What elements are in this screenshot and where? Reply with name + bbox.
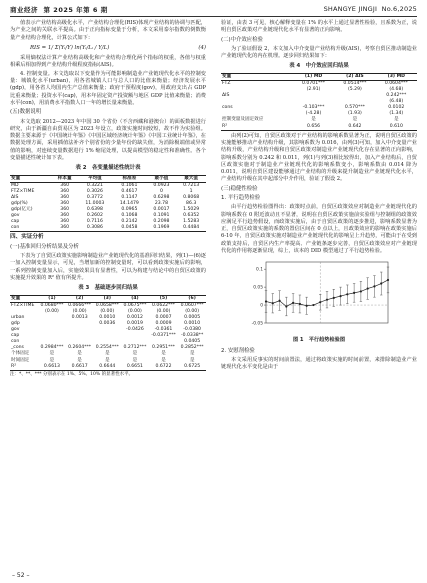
t3-cell: 0.2554*** [95, 345, 119, 351]
t3-cell: 0.0019 [126, 320, 143, 326]
table-row [10, 225, 206, 232]
y-tick-label: 0.1 [256, 268, 263, 274]
t2-cell: 0.1969 [147, 225, 177, 232]
subsection-heading: (一)基准回归分析结果及分析 [10, 243, 79, 250]
t3-cell: (0.00) [72, 308, 87, 314]
y-tick-label: -0.05 [251, 321, 263, 327]
table-caption: 表 2 各变量描述性统计表 [75, 165, 141, 172]
t2-cell: 0.1147 [121, 194, 138, 200]
formula-lhs: RIS = 1/ [30, 44, 54, 51]
data-point [319, 301, 321, 303]
table-row [10, 302, 206, 309]
t2-cell: FTZ×TIME [11, 188, 35, 194]
t2-cell: 1.5029 [183, 207, 200, 213]
t4-cell: -0.103*** [302, 105, 325, 111]
t3-cell: 0.6722 [149, 364, 179, 371]
t3-cell: 0.0607*** [180, 302, 204, 308]
t3-cell: 0.0036 [99, 320, 116, 326]
t2-cell: 0.0923 [153, 182, 170, 188]
issue-label: 第 2025 年第 6 期 [43, 5, 108, 14]
t4-cell: 0.656 [293, 124, 334, 131]
t3-cell: 0.6617 [66, 364, 94, 371]
table-note: 注：*、**、*** 分别表示在 1%、5%、10% 的显著性水平。 [10, 371, 134, 377]
data-point [339, 295, 341, 297]
mediation-table [221, 73, 417, 131]
t4-cell: 0.570*** [344, 105, 365, 111]
t3-cell: 0.0405 [184, 339, 201, 345]
t2-cell: 360 [60, 182, 70, 188]
formula-number: (4) [198, 44, 206, 51]
t4-cell: 0.610 [376, 124, 417, 131]
t3-cell: 0.2712*** [123, 345, 147, 351]
t4-cell: 0.0514*** [343, 80, 367, 86]
t2-cell: 0 [159, 188, 163, 194]
journal-name-en: SHANGYE JINGJI [323, 5, 378, 13]
t2-cell: 0.8068 [183, 194, 200, 200]
t2-header-cell: 平均值 [78, 175, 112, 182]
t3-cell: gov [11, 327, 20, 333]
t2-cell: 0.4484 [176, 225, 206, 232]
t3-cell: 个体固定 [11, 351, 30, 357]
t2-cell: 0.2602 [86, 213, 103, 219]
t4-cell: (-4.28) [305, 111, 322, 117]
t3-header-cell: (6) [178, 295, 206, 302]
t4-header-cell: (1) MD [293, 73, 334, 80]
paragraph: 4. 控制变量。本文选取以下变量作为可能影响制造业产业链现代化水平的控制变量：城镇化水平(urban)，用各省城镇人口与总人口的比值来衡量；经济发展水平(gdp)，用各省人均国内生产总值来衡量；政府干预程度(gov)，用政府支出占 GDP 比重来衡量；投资水平(cap)，用本年固定资产投资额与地区 GDP 比值来衡量；消费水平(con)，用消费水平指数人口一年的增长量来衡量。 [10, 70, 206, 106]
data-point [373, 286, 375, 288]
t4-cell: 是 [352, 117, 358, 123]
left-column [10, 20, 206, 380]
t3-header-cell: (5) [149, 295, 179, 302]
t3-header-cell: (2) [66, 295, 94, 302]
t3-cell: 是 [161, 351, 166, 357]
data-point [272, 303, 274, 305]
table-caption: 表 3 基础逐步回归结果 [78, 285, 138, 292]
t4-cell: (6.48) [389, 99, 404, 105]
t2-cell: 360 [52, 225, 78, 232]
t2-header-cell: 变量 [10, 175, 52, 182]
data-point [299, 303, 301, 305]
t2-cell: 0.3772 [86, 194, 103, 200]
t2-cell: 0.6352 [183, 213, 200, 219]
t2-header-cell: 样本量 [52, 175, 78, 182]
t2-cell: 23.78 [154, 201, 169, 207]
t3-header-cell: (4) [121, 295, 149, 302]
t2-cell: ΔIS [11, 194, 19, 200]
page-number: – 52 – [12, 572, 30, 579]
t3-cell: 0.0007 [155, 314, 172, 320]
t4-cell: 0.242*** [386, 93, 407, 99]
t4-cell: 0.0102 [388, 105, 405, 111]
t3-cell: 是 [49, 357, 55, 363]
subsection-heading: (二)中介效应检验 [221, 36, 263, 43]
t3-cell: 0.0675*** [123, 302, 147, 308]
t4-cell: (1.93) [347, 111, 362, 117]
t2-cell: 0.2142 [121, 219, 138, 225]
t3-cell: 是 [49, 351, 55, 357]
t2-cell: 0.3086 [78, 225, 112, 232]
t3-cell: 是 [77, 357, 82, 363]
t3-cell: 是 [77, 351, 82, 357]
t3-cell: 0.0658*** [95, 302, 119, 308]
t3-cell: 0.0010 [184, 320, 201, 326]
t3-cell: -0.0426 [126, 327, 144, 333]
t3-cell: con [11, 339, 20, 345]
subsubsection-heading: 1. 平行趋势检验 [221, 195, 261, 201]
t3-cell: 0.0009 [155, 320, 172, 326]
t4-cell: (4.68) [389, 86, 404, 92]
t3-cell: gdp [11, 320, 20, 326]
t3-cell: (0.00) [128, 308, 142, 314]
data-point [333, 297, 335, 299]
t3-cell: (0.00) [45, 308, 59, 314]
subsubsection-heading: 2. 安慰剂检验 [221, 347, 255, 354]
t2-cell: 0.3221 [86, 182, 103, 188]
t2-cell: 360 [60, 194, 70, 200]
t4-cell: 0.0604*** [384, 80, 408, 86]
t4-cell: R² [221, 124, 293, 131]
t2-cell: 0.4617 [121, 188, 138, 194]
t4-cell: (1.34) [389, 111, 404, 117]
running-header [10, 3, 417, 15]
t3-cell: FTZ×TIME [11, 302, 35, 308]
subsection-heading: (五)数据说明 [10, 109, 42, 116]
table-row [10, 182, 206, 189]
data-point [387, 279, 389, 281]
figure-caption: 图 1 平行趋势检验图 [292, 337, 346, 344]
formula-ris [10, 45, 206, 52]
paragraph: 本文选取 2012—2023 年中国 30 个省份（不含西藏和港澳台）的面板数据进行研究，由于新疆自由贸易区为 2023 年设立，政策实施时间较短，故不作为实验组。数据主要来源于《中国统计年鉴》《中国区域经济统计年鉴》《中国工业统计年鉴》，在数据处理方面，采用插值法补齐个别省份的少量年份的缺失值，为消除极端值或异常值的影响，对连续变量数据进行 1% 缩尾处理，以提高模型的稳定性和准确性。各个变量描述性统计如下表。 [10, 118, 206, 162]
t2-cell: 14.1479 [119, 201, 139, 207]
data-point [380, 283, 382, 285]
t2-cell: 0.1061 [121, 182, 138, 188]
t2-header-cell: 最小值 [147, 175, 177, 182]
table-caption: 表 4 中介效应回归结果 [289, 63, 349, 70]
subsection-heading: (三)稳健性检验 [221, 185, 258, 192]
t2-cell: 0.7116 [86, 219, 103, 225]
t4-cell: (5.29) [347, 86, 362, 92]
t2-cell: 0.6298 [153, 194, 170, 200]
t3-cell: 是 [132, 351, 138, 357]
t3-cell: R² [10, 364, 38, 371]
t2-cell: 11.0003 [85, 201, 105, 207]
data-point [292, 302, 294, 304]
t3-cell: cap [11, 333, 20, 339]
t3-cell: 是 [189, 357, 195, 363]
t2-cell: 360 [60, 207, 70, 213]
paragraph: 为了验证假设 2，本文加入中介变量产业结构升级(ΔIS)，考察自贸区推动制造业产业链现代化的内在机理。逐步回归结果如下： [221, 45, 417, 60]
t2-cell: 86.3 [186, 201, 197, 207]
t3-cell: (0.00) [156, 308, 171, 314]
t2-header-cell: 标准差 [112, 175, 146, 182]
t3-cell: 0.2984*** [40, 345, 64, 351]
table-row [221, 80, 417, 87]
t3-cell: 是 [104, 351, 110, 357]
t3-cell: 0.6613 [38, 364, 66, 371]
paragraph: 本文采用反事实的时间前置法，通过将政策实施的时间前置，来排除制造业产业链现代化水平变化是由于 [221, 356, 417, 371]
paragraph: 由平行趋势检验图得出：政策时点前，自贸区政策效应对制造业产业链现代化的影响系数在 0 附近波动且不显著，说明在自贸区政策实施前实验组与控制组的政策效应满足平行趋势假设，而政策实施后，由于自贸区政策的逐步推进，影响系数显著为正，自贸区政策实施的系数的置信区间在 0 点以上，且政策效应的影响在政策实施后 6-10 年，自贸区政策实施对制造业产业链现代化的影响呈上升趋势，可能由于在受到政策支持后，自贸区内生产率提高、产业链条逐步完善，自贸区政策效应对产业链现代化的作用将逐渐显现，综上，该本的 DID 模型通过了平行趋势检验。 [221, 204, 417, 255]
t2-cell: con [10, 225, 52, 232]
t3-cell: -0.0338** [180, 333, 204, 339]
t3-cell: -0.0361 [154, 327, 173, 333]
t2-cell: 0.3026 [86, 188, 103, 194]
t2-cell: 0.6398 [86, 207, 103, 213]
t2-cell: 0.0458 [112, 225, 146, 232]
paragraph: 验证，由表 3 可见，核心解释变量在 1% 的水平上通过显著性检验，且系数为正，说明自贸区政策对产业链现代化水平有显著的正向影响。 [221, 20, 417, 34]
data-point [367, 288, 369, 290]
data-point [326, 299, 328, 301]
t4-cell: 0.642 [334, 124, 375, 131]
paragraph: 值表示产业结构高级化水平，产业结构合理化(RIS)体现产业结构的协调与匹配，为产业之间的关联水平提高。由于正向指标变量于分析，本文采用泰尔指数的倒数衡量产业结构合理化，计算公式如下： [10, 20, 206, 41]
t3-cell: 0.6651 [121, 364, 149, 371]
t3-cell: 0.6725 [178, 364, 206, 371]
table-row [10, 364, 206, 371]
t3-header-cell: 变量 [10, 295, 38, 302]
t2-cell: 360 [60, 188, 70, 194]
t2-cell: 0.2098 [153, 219, 170, 225]
paragraph: 下表为了自贸区政策实施影响制造业产业链现代化的基准回归结果，列(1)—(6)逐一加入控制变量显示，可见，当增加新的控制变量时，可以看到政策实施后的影响，一系列控制变量加入后，实施效果具有显著性，可以为构建与结论中的自贸区政策的实施提升效果的 R² 值有所提升。 [10, 253, 206, 281]
t3-cell: (0.00) [185, 308, 200, 314]
t3-header-cell: (3) [93, 295, 121, 302]
t4-cell: FTZ [222, 80, 231, 86]
data-point [346, 294, 348, 296]
t4-cell: 0.0701*** [302, 80, 326, 86]
t3-cell: (0.00) [100, 308, 115, 314]
section-heading: 四、实证分析 [10, 234, 44, 241]
descriptive-stats-table [10, 175, 206, 233]
t3-cell: 是 [104, 357, 110, 363]
header-rule [10, 16, 417, 17]
t3-cell: -0.0371*** [151, 333, 176, 339]
data-point [360, 291, 362, 293]
t2-cell: 1 [189, 188, 193, 194]
t3-cell: 0.0005 [184, 314, 201, 320]
data-point [265, 301, 267, 303]
parallel-trend-chart [244, 257, 394, 335]
t4-cell: 是 [311, 117, 316, 123]
table-row [221, 124, 417, 131]
t4-header-cell: (2) ΔIS [334, 73, 375, 80]
t3-cell: 是 [132, 357, 138, 363]
t2-cell: 0.7213 [183, 182, 200, 188]
data-point [312, 304, 314, 306]
t3-cell: 0.2852*** [180, 345, 204, 351]
t2-cell: 0.0017 [153, 207, 170, 213]
t3-cell: 0.2951*** [152, 345, 175, 351]
issue-label-en: No.6,2025 [381, 5, 417, 13]
formula-rhs: Σ(Yᵢ/Y) ln(Yᵢ/Lᵢ / Y/L) [54, 44, 110, 51]
t3-cell: _cons [11, 345, 24, 351]
t3-cell: -0.0380 [183, 327, 201, 333]
t3-cell: 0.0666*** [68, 302, 92, 308]
t3-cell: 时间固定 [11, 357, 30, 363]
t2-cell: 1.5283 [183, 219, 200, 225]
t4-cell: 是 [393, 117, 399, 123]
t3-cell: 0.0012 [126, 314, 143, 320]
t2-cell: 0.1068 [121, 213, 138, 219]
t3-cell: 0.0013 [71, 314, 88, 320]
t2-cell: 360 [60, 219, 70, 225]
t3-header-cell: (1) [38, 295, 66, 302]
t3-cell: urban [11, 314, 25, 320]
right-column [221, 20, 417, 373]
t3-cell: 0.0010 [99, 314, 116, 320]
t3-cell: 0.2604*** [68, 345, 92, 351]
t4-cell: ΔIS [222, 93, 230, 99]
baseline-regression-table [10, 295, 206, 371]
y-tick-label: 0.05 [253, 285, 263, 291]
t2-cell: 0.0965 [121, 207, 138, 213]
data-point [278, 300, 280, 302]
journal-name: 商业经济 [10, 5, 38, 14]
t4-cell: 控制变量及固定效应 [222, 117, 264, 123]
t2-cell: 360 [60, 201, 70, 207]
t2-cell: MD [11, 182, 19, 188]
t2-cell: gdp(亿元) [11, 207, 33, 213]
y-tick-label: 0 [260, 303, 263, 309]
t2-cell: 360 [60, 213, 70, 219]
data-point [353, 292, 355, 294]
t4-header-cell: (3) MD [376, 73, 417, 80]
t3-cell: 是 [161, 357, 166, 363]
paragraph: 由列(2)可知，自贸区政策对于产业结构的影响系数显著为正，说明自贸区政策的实施能够推动产业结构升级，其影响系数为 0.016，由列(3)可知，加入中介变量产业结构升级，产业结构升级和自贸区政策对制造业产业链现代化存在显著的正向影响，影响系数分别为 0.242 和 0.011，列(1)与列(3)相比较得出，加入产业结构后，自贸区政策实施对于制造业产业链现代化的影响系数变小，影响系数由 0.014 降为 0.011，说明自贸区建设能够通过产业结构的升级来提升制造业产业链现代化水平，产业结构升级在其中起部分中介作用，验证了假设 2。 [221, 132, 417, 183]
t3-cell: 0.6644 [93, 364, 121, 371]
t2-cell: gdp(%) [11, 201, 28, 207]
data-point [285, 306, 287, 308]
data-point [306, 305, 308, 307]
t4-header-cell: 变量 [221, 73, 293, 80]
t2-header-cell: 最大值 [176, 175, 206, 182]
t2-cell: cap [11, 219, 20, 225]
t3-cell: 0.0622*** [152, 302, 175, 308]
t4-cell: cons [222, 105, 233, 111]
t3-cell: 0.0680*** [40, 302, 64, 308]
t2-cell: 0.1091 [153, 213, 170, 219]
t2-cell: gov [11, 213, 20, 219]
t3-cell: 是 [189, 351, 195, 357]
paragraph: 采用熵权法计算产业结构高级化和产业结构合理化两个指标的权重，各值与权重相乘后相加得到产业结构升级程度指标(ΔIS)。 [10, 55, 206, 69]
t4-cell: (2.91) [306, 86, 321, 92]
